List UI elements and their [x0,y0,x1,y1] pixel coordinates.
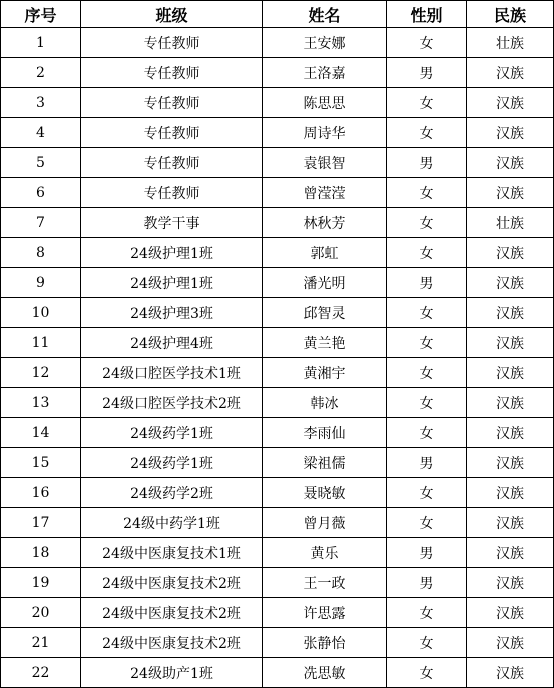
cell-serial-number: 9 [1,268,81,298]
cell-name: 陈思思 [263,88,387,118]
cell-gender: 女 [387,238,467,268]
cell-ethnicity: 汉族 [467,658,554,688]
cell-class: 24级护理4班 [81,328,263,358]
cell-serial-number: 21 [1,628,81,658]
cell-name: 林秋芳 [263,208,387,238]
cell-class: 专任教师 [81,28,263,58]
table-row [1,88,554,118]
cell-name: 王安娜 [263,28,387,58]
cell-ethnicity: 汉族 [467,328,554,358]
cell-serial-number: 13 [1,388,81,418]
cell-name: 曾月薇 [263,508,387,538]
cell-serial-number: 14 [1,418,81,448]
cell-gender: 男 [387,148,467,178]
cell-serial-number: 10 [1,298,81,328]
cell-gender: 女 [387,478,467,508]
cell-ethnicity: 汉族 [467,88,554,118]
table-row [1,328,554,358]
table-row [1,538,554,568]
cell-gender: 女 [387,298,467,328]
table-row [1,298,554,328]
cell-class: 24级中医康复技术2班 [81,568,263,598]
table-header [1,1,554,28]
cell-class: 教学干事 [81,208,263,238]
cell-class: 24级护理1班 [81,268,263,298]
cell-class: 24级药学1班 [81,448,263,478]
table-row [1,628,554,658]
cell-serial-number: 2 [1,58,81,88]
table-row [1,178,554,208]
cell-name: 周诗华 [263,118,387,148]
table-row [1,568,554,598]
table-row [1,238,554,268]
cell-name: 许思露 [263,598,387,628]
cell-gender: 女 [387,88,467,118]
cell-name: 韩冰 [263,388,387,418]
cell-ethnicity: 汉族 [467,538,554,568]
table-row [1,118,554,148]
cell-serial-number: 19 [1,568,81,598]
cell-name: 郭虹 [263,238,387,268]
cell-class: 24级助产1班 [81,658,263,688]
cell-gender: 男 [387,448,467,478]
cell-name: 黄湘宇 [263,358,387,388]
cell-ethnicity: 汉族 [467,268,554,298]
cell-gender: 女 [387,178,467,208]
cell-serial-number: 6 [1,178,81,208]
cell-ethnicity: 汉族 [467,118,554,148]
cell-gender: 女 [387,358,467,388]
cell-ethnicity: 汉族 [467,298,554,328]
cell-gender: 女 [387,118,467,148]
cell-gender: 女 [387,328,467,358]
table-row [1,508,554,538]
cell-ethnicity: 汉族 [467,478,554,508]
cell-serial-number: 17 [1,508,81,538]
cell-class: 24级中医康复技术2班 [81,628,263,658]
cell-class: 24级口腔医学技术2班 [81,388,263,418]
cell-name: 潘光明 [263,268,387,298]
cell-class: 24级中医康复技术1班 [81,538,263,568]
cell-class: 24级中药学1班 [81,508,263,538]
cell-name: 王洛嘉 [263,58,387,88]
cell-serial-number: 16 [1,478,81,508]
cell-serial-number: 22 [1,658,81,688]
table-row [1,148,554,178]
cell-serial-number: 5 [1,148,81,178]
cell-gender: 女 [387,208,467,238]
header-name: 姓名 [263,1,387,28]
cell-name: 冼思敏 [263,658,387,688]
cell-ethnicity: 汉族 [467,568,554,598]
cell-ethnicity: 壮族 [467,28,554,58]
cell-class: 专任教师 [81,148,263,178]
cell-gender: 女 [387,388,467,418]
header-class: 班级 [81,1,263,28]
table-row [1,658,554,688]
table-row [1,208,554,238]
cell-name: 聂晓敏 [263,478,387,508]
cell-name: 曾滢滢 [263,178,387,208]
cell-gender: 女 [387,658,467,688]
header-row [1,1,554,28]
cell-name: 黄兰艳 [263,328,387,358]
cell-gender: 女 [387,28,467,58]
cell-ethnicity: 汉族 [467,598,554,628]
cell-class: 24级药学1班 [81,418,263,448]
cell-gender: 女 [387,508,467,538]
cell-name: 张静怡 [263,628,387,658]
cell-class: 专任教师 [81,118,263,148]
cell-gender: 女 [387,598,467,628]
table-row [1,388,554,418]
cell-class: 24级药学2班 [81,478,263,508]
cell-ethnicity: 汉族 [467,388,554,418]
cell-ethnicity: 汉族 [467,508,554,538]
table-row [1,358,554,388]
table-row [1,268,554,298]
cell-name: 梁祖儒 [263,448,387,478]
cell-ethnicity: 壮族 [467,208,554,238]
table-row [1,418,554,448]
cell-serial-number: 18 [1,538,81,568]
cell-name: 李雨仙 [263,418,387,448]
cell-serial-number: 12 [1,358,81,388]
table-row [1,598,554,628]
cell-ethnicity: 汉族 [467,238,554,268]
cell-serial-number: 1 [1,28,81,58]
cell-gender: 女 [387,418,467,448]
cell-class: 专任教师 [81,58,263,88]
header-ethnicity: 民族 [467,1,554,28]
cell-class: 24级护理3班 [81,298,263,328]
cell-name: 邱智灵 [263,298,387,328]
table-row [1,28,554,58]
cell-gender: 男 [387,58,467,88]
cell-class: 24级中医康复技术2班 [81,598,263,628]
cell-class: 专任教师 [81,88,263,118]
cell-gender: 男 [387,538,467,568]
cell-gender: 男 [387,268,467,298]
cell-gender: 男 [387,568,467,598]
table-row [1,448,554,478]
cell-name: 黄乐 [263,538,387,568]
table-body [1,28,554,688]
cell-class: 24级护理1班 [81,238,263,268]
cell-serial-number: 8 [1,238,81,268]
cell-serial-number: 3 [1,88,81,118]
cell-gender: 女 [387,628,467,658]
cell-name: 袁银智 [263,148,387,178]
cell-class: 24级口腔医学技术1班 [81,358,263,388]
cell-serial-number: 4 [1,118,81,148]
table-row [1,58,554,88]
cell-ethnicity: 汉族 [467,58,554,88]
cell-class: 专任教师 [81,178,263,208]
cell-serial-number: 15 [1,448,81,478]
cell-ethnicity: 汉族 [467,628,554,658]
header-gender: 性别 [387,1,467,28]
cell-serial-number: 11 [1,328,81,358]
cell-ethnicity: 汉族 [467,148,554,178]
header-serial-number: 序号 [1,1,81,28]
cell-ethnicity: 汉族 [467,178,554,208]
table-row [1,478,554,508]
cell-ethnicity: 汉族 [467,448,554,478]
cell-serial-number: 20 [1,598,81,628]
cell-name: 王一政 [263,568,387,598]
cell-serial-number: 7 [1,208,81,238]
cell-ethnicity: 汉族 [467,418,554,448]
cell-ethnicity: 汉族 [467,358,554,388]
